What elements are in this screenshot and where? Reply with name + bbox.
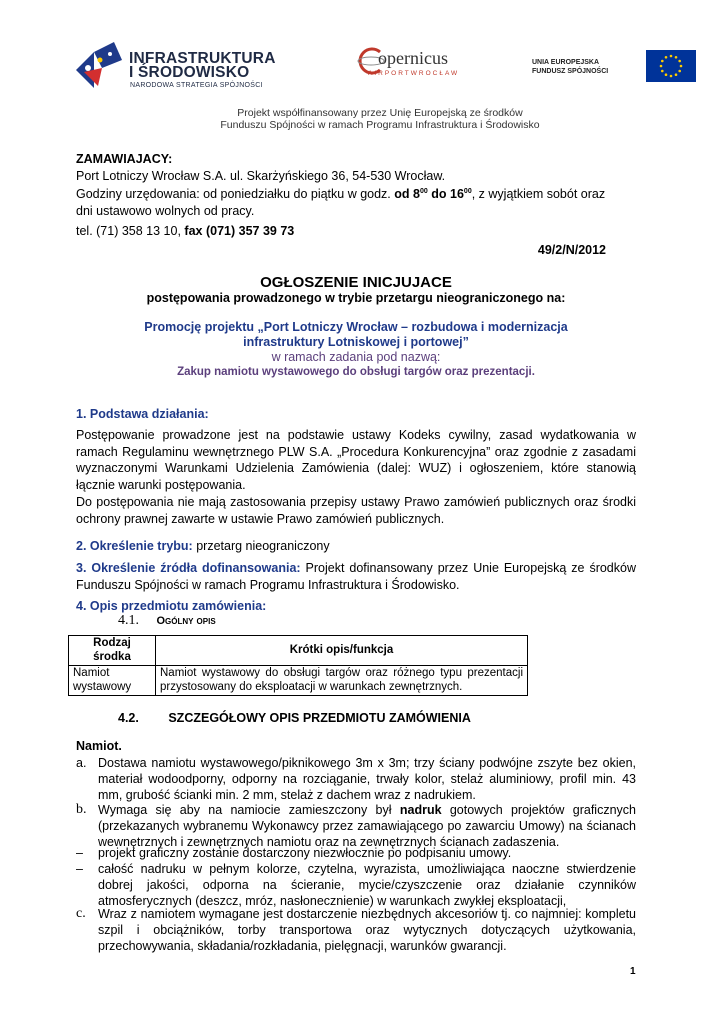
contact-line	[76, 223, 636, 240]
dash-marker-2: –	[76, 862, 83, 876]
section3-heading: 3. Określenie źródła dofinansowania:	[76, 561, 301, 575]
logo-left-sub: NARODOWA STRATEGIA SPÓJNOŚCI	[130, 82, 263, 89]
sub41-title: Ogólny opis	[156, 615, 216, 627]
dash-item-2-text: całość nadruku w pełnym kolorze, czytelna, wyrazista, umożliwiająca naoczne stwierdzenie dobrej jakości, odporna na ścieranie, mycie/czyszczenie oraz działanie czynników atmosferycznych (deszcz, mróz, nasłonecznienie) w warunkach zwykłej eksploatacji,	[98, 862, 636, 908]
item-b-post: gotowych projektów graficznych (przekazanych wybranemu Wykonawcy przez zamawiającego po zawarciu Umowy) na ścianach wewnętrznych i zewnętrznych namiotu oraz na zewnętrznych ścianach zadaszenia.	[98, 803, 636, 849]
hours-sup2: 00	[463, 188, 472, 195]
hours-prefix: Godziny urzędowania: od poniedziałku do piątku w godz.	[76, 187, 391, 202]
cofinance-banner	[150, 107, 610, 131]
project-line2: infrastruktury Lotniskowej i portowej”	[243, 335, 469, 349]
section1-heading: 1. Podstawa działania:	[76, 407, 209, 421]
logo-left-line1: INFRASTRUKTURA	[129, 50, 276, 67]
project-line3: w ramach zadania pod nazwą:	[271, 350, 441, 364]
item-b-marker: b.	[76, 802, 87, 817]
section2-text: przetarg nieograniczony	[196, 539, 330, 553]
section1-p1: Postępowanie prowadzone jest na podstawie ustawy Kodeks cywilny, zasad wydatkowania w ramach Regulaminu wewnętrznego PLW S.A. „Procedura Konkurencyjna” oraz zgodnie z zasadami wyznaczonymi Warunkami Udzielenia Zamówienia (dalej: WUZ) i ogłoszeniem, które stanowią łącznie warunki postępowania.	[76, 428, 636, 492]
list-item-a	[76, 755, 636, 803]
subsection-4-1	[118, 613, 216, 629]
infrastruktura-logo	[74, 40, 304, 95]
project-line1: Promocję projektu „Port Lotniczy Wrocław – rozbudowa i modernizacja	[144, 320, 568, 334]
office-hours	[76, 184, 636, 203]
dash-item-2	[76, 861, 636, 909]
project-line4: Zakup namiotu wystawowego do obsługi targów oraz prezentacji.	[177, 366, 535, 378]
tel-number: tel. (71) 358 13 10,	[76, 224, 181, 239]
contractor-block	[76, 151, 636, 240]
contractor-heading: ZAMAWIAJACY:	[76, 152, 173, 166]
copernicus-logo	[356, 46, 486, 86]
table-header-type: Rodzaj środka	[69, 636, 156, 666]
section4-heading: 4. Opis przedmiotu zamówienia:	[76, 599, 267, 613]
flag-logo-icon	[74, 40, 124, 90]
table-cell-type: Namiot wystawowy	[69, 666, 156, 696]
section2	[76, 538, 330, 555]
list-item-c	[76, 906, 636, 954]
item-b-pre: Wymaga się aby na namiocie zamieszczony był	[98, 803, 392, 817]
dash-marker-1: –	[76, 846, 83, 860]
logo-left-line2: I ŚRODOWISKO	[129, 64, 250, 81]
page-subtitle: postępowania prowadzonego w trybie przetargu nieograniczonego na:	[146, 291, 566, 305]
banner-line2: Funduszu Spójności w ramach Programu Infrastruktura i Środowisko	[220, 119, 540, 131]
item-b-bold: nadruk	[399, 803, 442, 817]
eu-logo	[532, 56, 702, 88]
contractor-address: Port Lotniczy Wrocław S.A. ul. Skarżyńskiego 36, 54-530 Wrocław.	[76, 168, 446, 183]
list-item-b	[76, 802, 636, 850]
section2-heading: 2. Określenie trybu:	[76, 539, 193, 553]
table-cell-desc: Namiot wystawowy do obsługi targów oraz różnego typu prezentacji przystosowany do eksploatacji w warunkach zewnętrznych.	[156, 666, 528, 696]
eu-line2: FUNDUSZ SPÓJNOŚCI	[532, 68, 609, 75]
copernicus-title: opernicus	[378, 48, 448, 68]
item-c-text: Wraz z namiotem wymagane jest dostarczenie niezbędnych akcesoriów tj. co najmniej: kompletu szpil i obciążników, torby transportowa oraz wytycznych dotyczących użytkowania, przechowywania, składania/rozkładania, pielęgnacji, warunków gwarancji.	[98, 907, 636, 953]
hours-from: od 8	[394, 187, 420, 202]
hours-line2: dni ustawowo wolnych od pracy.	[76, 203, 255, 218]
hours-to: do 16	[431, 187, 464, 202]
hours-sup1: 00	[419, 188, 428, 195]
namiot-heading: Namiot.	[76, 739, 122, 753]
dash-item-1	[76, 845, 636, 861]
section1-p2: Do postępowania nie mają zastosowania przepisy ustawy Prawo zamówień publicznych oraz środki ochrony prawnej zawarte w ustawie Prawo zamówień publicznych.	[76, 495, 636, 526]
page-number: 1	[630, 966, 636, 977]
general-description-table	[68, 635, 528, 696]
sub42-number: 4.2.	[118, 711, 139, 725]
project-block	[76, 320, 636, 380]
item-c-marker: c.	[76, 906, 86, 921]
fax-number: fax (071) 357 39 73	[184, 224, 295, 239]
item-a-marker: a.	[76, 756, 87, 770]
table-header-desc: Krótki opis/funkcja	[156, 636, 528, 666]
eu-line1: UNIA EUROPEJSKA	[532, 59, 600, 66]
subsection-4-2	[118, 711, 471, 725]
table-header-row	[69, 636, 528, 666]
section3	[76, 560, 636, 593]
item-a-text: Dostawa namiotu wystawowego/piknikowego 3m x 3m; trzy ściany podwójne zszyte bez okien, materiał wodoodporny, odporny na rozciąganie, trwały kolor, stelaż aluminiowy, profil min. 43 mm, grubość ścianki min. 2 mm, stelaż z dachem wraz z nadrukiem.	[98, 756, 636, 802]
sub41-number: 4.1.	[118, 613, 139, 628]
table-row	[69, 666, 528, 696]
page-title: OGŁOSZENIE INICJUJACE	[260, 274, 452, 291]
banner-line1: Projekt współfinansowany przez Unię Europejską ze środków	[237, 107, 523, 119]
hours-suffix: , z wyjątkiem sobót oraz	[471, 187, 606, 202]
copernicus-sub: AIRPORTWROCŁAW	[368, 70, 460, 77]
reference-number: 49/2/N/2012	[537, 243, 606, 257]
eu-flag-icon	[646, 50, 696, 82]
dash-item-1-text: projekt graficzny zostanie dostarczony niezwłocznie po podpisaniu umowy.	[98, 846, 512, 860]
sub42-title: SZCZEGÓŁOWY OPIS PRZEDMIOTU ZAMÓWIENIA	[168, 711, 471, 725]
section3-text: Projekt dofinansowany przez Unie Europejską ze środków Funduszu Spójności w ramach Programu Infrastruktura i Środowisko.	[76, 561, 636, 592]
